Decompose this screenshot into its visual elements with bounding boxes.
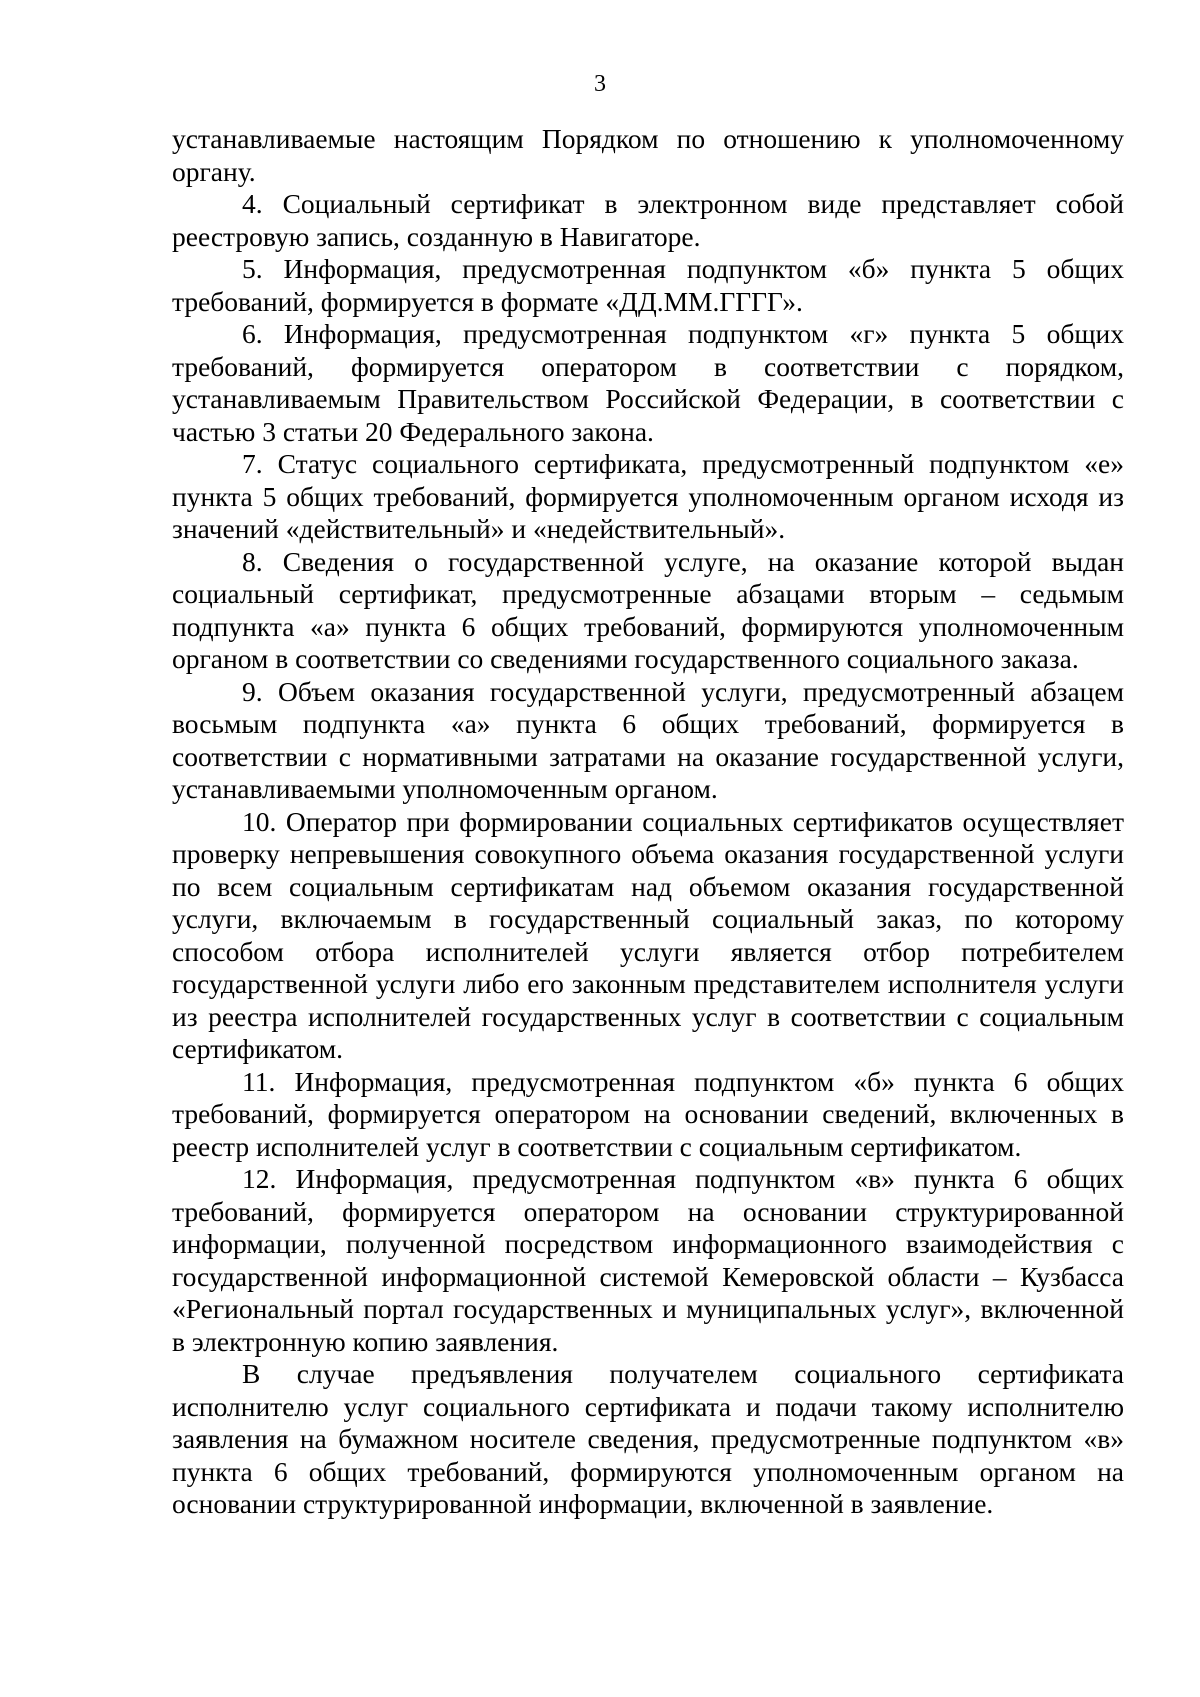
paragraph-4: 4. Социальный сертификат в электронном виде представляет собой реестровую запись, созданную в Навигаторе. bbox=[172, 188, 1124, 252]
paragraph-11: 11. Информация, предусмотренная подпунктом «б» пункта 6 общих требований, формируется оператором на основании сведений, включенных в реестр исполнителей услуг в соответствии с социальным сертификатом. bbox=[172, 1065, 1124, 1162]
paragraph-12-paper-case: В случае предъявления получателем социального сертификата исполнителю услуг социального сертификата и подачи такому исполнителю заявления на бумажном носителе сведения, предусмотренные подпунктом «в» пункта 6 общих требований, формируются уполномоченным органом на основании структурированной информации, включенной в заявление. bbox=[172, 1358, 1124, 1519]
page-number: 3 bbox=[594, 71, 606, 97]
document-body bbox=[172, 123, 1124, 1521]
paragraph-continuation: устанавливаемые настоящим Порядком по отношению к уполномоченному органу. bbox=[172, 123, 1124, 187]
paragraph-9: 9. Объем оказания государственной услуги, предусмотренный абзацем восьмым подпункта «а» пункта 6 общих требований, формируется в соответствии с нормативными затратами на оказание государственной услуги, устанавливаемыми уполномоченным органом. bbox=[172, 675, 1124, 804]
paragraph-5: 5. Информация, предусмотренная подпунктом «б» пункта 5 общих требований, формируется в формате «ДД.ММ.ГГГГ». bbox=[172, 253, 1124, 317]
paragraph-10: 10. Оператор при формировании социальных сертификатов осуществляет проверку непревышения совокупного объема оказания государственной услуги по всем социальным сертификатам над объемом оказания государственной услуги, включаемым в государственный социальный заказ, по которому способом отбора исполнителей услуги является отбор потребителем государственной услуги либо его законным представителем исполнителя услуги из реестра исполнителей государственных услуг в соответствии с социальным сертификатом. bbox=[172, 805, 1124, 1064]
paragraph-12: 12. Информация, предусмотренная подпунктом «в» пункта 6 общих требований, формируется оператором на основании структурированной информации, полученной посредством информационного взаимодействия с государственной информационной системой Кемеровской области – Кузбасса «Региональный портал государственных и муниципальных услуг», включенной в электронную копию заявления. bbox=[172, 1163, 1124, 1357]
paragraph-6: 6. Информация, предусмотренная подпунктом «г» пункта 5 общих требований, формируется оператором в соответствии с порядком, устанавливаемым Правительством Российской Федерации, в соответствии с частью 3 статьи 20 Федерального закона. bbox=[172, 318, 1124, 447]
paragraph-8: 8. Сведения о государственной услуге, на оказание которой выдан социальный сертификат, предусмотренные абзацами вторым – седьмым подпункта «а» пункта 6 общих требований, формируются уполномоченным органом в соответствии со сведениями государственного социального заказа. bbox=[172, 545, 1124, 674]
paragraph-7: 7. Статус социального сертификата, предусмотренный подпунктом «е» пункта 5 общих требований, формируется уполномоченным органом исходя из значений «действительный» и «недействительный». bbox=[172, 448, 1124, 544]
